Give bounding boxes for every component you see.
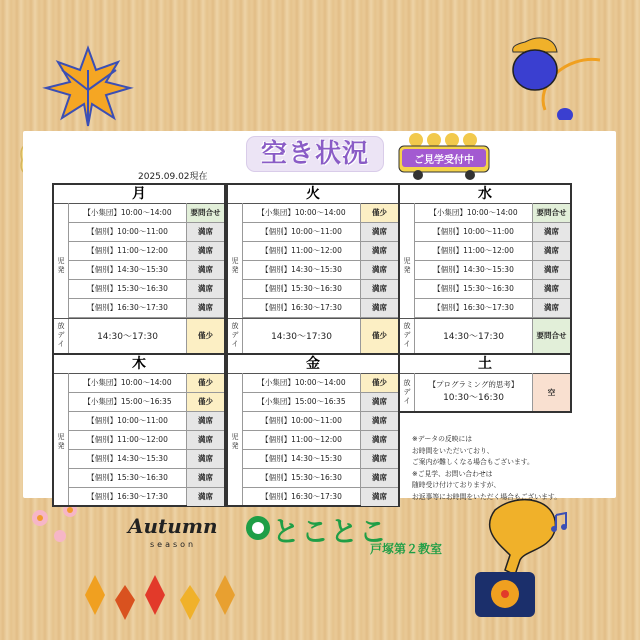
table-row: 【個別】16:30～17:30 満席 (415, 299, 570, 318)
status-badge: 満席 (533, 299, 570, 317)
day-header-fri: 金 (228, 355, 398, 374)
status-badge: 僅少 (187, 319, 224, 353)
status-badge: 満席 (533, 223, 570, 241)
status-badge: 満席 (361, 242, 398, 260)
day-block-fri (226, 353, 400, 507)
status-badge: 満席 (361, 393, 398, 411)
jihatsu-label: 児発 (231, 433, 239, 450)
table-row: 【小集団】10:00～14:00 僅少 (243, 374, 398, 393)
status-badge: 満席 (187, 299, 224, 317)
status-badge: 満席 (187, 242, 224, 260)
status-badge: 満席 (187, 431, 224, 449)
houdei-label: 放デイ (403, 322, 411, 348)
status-badge: 満席 (187, 280, 224, 298)
status-badge: 満席 (361, 223, 398, 241)
day-header-mon: 月 (54, 185, 224, 204)
day-header-thu: 木 (54, 355, 224, 374)
table-row: 【個別】10:00～11:00 満席 (69, 412, 224, 431)
status-badge: 満席 (361, 450, 398, 468)
status-badge: 満席 (361, 280, 398, 298)
status-badge: 満席 (187, 412, 224, 430)
status-badge: 満席 (187, 450, 224, 468)
day-block-thu (52, 353, 226, 507)
day-header-wed: 水 (400, 185, 570, 204)
gramophone-icon (465, 490, 575, 630)
table-row: 【個別】11:00～12:00 満席 (69, 242, 224, 261)
table-row: 【小集団】10:00～14:00 僅少 (69, 374, 224, 393)
status-badge: 僅少 (361, 204, 398, 222)
table-row: 【個別】10:00～11:00 満席 (415, 223, 570, 242)
houdei-label: 放デイ (403, 379, 411, 405)
status-badge: 満席 (361, 299, 398, 317)
status-badge: 満席 (361, 412, 398, 430)
table-row: 【個別】15:30～16:30 満席 (243, 280, 398, 299)
table-row: 【個別】14:30～15:30 満席 (69, 450, 224, 469)
table-row: 【個別】16:30～17:30 満席 (69, 299, 224, 318)
table-row: 【小集団】10:00～14:00 要問合せ (415, 204, 570, 223)
status-badge: 要問合せ (533, 204, 570, 222)
status-badge: 僅少 (361, 319, 398, 353)
table-row: 【小集団】10:00～14:00 要問合せ (69, 204, 224, 223)
status-badge: 満席 (187, 261, 224, 279)
acorn-icon (495, 30, 605, 120)
table-row: 【個別】15:30～16:30 満席 (69, 280, 224, 299)
table-row: 【個別】14:30～15:30 満席 (243, 450, 398, 469)
music-note-icon (548, 512, 570, 534)
status-badge: 空 (533, 374, 570, 411)
status-badge: 満席 (361, 261, 398, 279)
day-block-wed (398, 183, 572, 355)
status-badge: 僅少 (187, 393, 224, 411)
status-badge: 満席 (187, 488, 224, 506)
table-row: 【個別】14:30～15:30 満席 (69, 261, 224, 280)
table-row: 【個別】11:00～12:00 満席 (415, 242, 570, 261)
maple-leaf-icon (80, 565, 260, 625)
table-row: 【個別】11:00～12:00 満席 (243, 431, 398, 450)
table-row: 【小集団】15:00～16:35 満席 (243, 393, 398, 412)
jihatsu-label: 児発 (57, 433, 65, 450)
saturday-time: 10:30～16:30 (443, 393, 504, 403)
autumn-title: Autumn (128, 514, 218, 538)
status-badge: 満席 (361, 488, 398, 506)
houdei-label: 放デイ (57, 322, 65, 348)
status-badge: 満席 (533, 261, 570, 279)
table-row: 【個別】16:30～17:30 満席 (69, 488, 224, 507)
table-row: 【個別】15:30～16:30 満席 (415, 280, 570, 299)
table-row: 【個別】10:00～11:00 満席 (243, 223, 398, 242)
jihatsu-label: 児発 (231, 257, 239, 274)
page-title: 空き状況 (260, 139, 369, 169)
tour-badge: ご見学受付中 (414, 155, 474, 166)
brand-logo: とことこ (272, 515, 389, 548)
table-row: 【個別】14:30～15:30 満席 (243, 261, 398, 280)
table-row: 【個別】15:30～16:30 満席 (243, 469, 398, 488)
table-row: 【個別】11:00～12:00 満席 (243, 242, 398, 261)
status-badge: 満席 (361, 469, 398, 487)
status-badge: 要問合せ (187, 204, 224, 222)
table-row: 【個別】10:00～11:00 満席 (69, 223, 224, 242)
status-badge: 要問合せ (533, 319, 570, 353)
status-badge: 満席 (187, 223, 224, 241)
day-header-sat: 土 (400, 355, 570, 374)
logo-icon (244, 514, 272, 542)
status-badge: 僅少 (187, 374, 224, 392)
maple-leaf-icon (38, 40, 138, 130)
table-row: 【個別】16:30～17:30 満席 (243, 488, 398, 507)
table-row: 【小集団】15:00～16:35 僅少 (69, 393, 224, 412)
status-badge: 満席 (361, 431, 398, 449)
status-badge: 満席 (533, 242, 570, 260)
status-badge: 僅少 (361, 374, 398, 392)
status-badge: 満席 (187, 469, 224, 487)
table-row: 【個別】14:30～15:30 満席 (415, 261, 570, 280)
houdei-slot: 14:30～17:30 (97, 332, 158, 342)
notes: ※データの反映には お時間をいただいており、 ご案内が難しくなる場合もございます。 ※ご見学、お問い合わせは 随時受け付けておりますが、 お返事等にお時間をいただく場合もございます。 (412, 435, 561, 501)
table-row: 【個別】11:00～12:00 満席 (69, 431, 224, 450)
day-block-tue (226, 183, 400, 355)
status-badge: 満席 (533, 280, 570, 298)
jihatsu-label: 児発 (403, 257, 411, 274)
table-row: 【個別】16:30～17:30 満席 (243, 299, 398, 318)
day-header-tue: 火 (228, 185, 398, 204)
table-row: 【個別】15:30～16:30 満席 (69, 469, 224, 488)
autumn-subtitle: season (150, 540, 197, 549)
houdei-slot: 14:30～17:30 (443, 332, 504, 342)
day-block-mon (52, 183, 226, 355)
houdei-label: 放デイ (231, 322, 239, 348)
table-row: 【個別】10:00～11:00 満席 (243, 412, 398, 431)
branch-name: 戸塚第２教室 (370, 542, 443, 556)
jihatsu-label: 児発 (57, 257, 65, 274)
day-block-sat (398, 353, 572, 413)
houdei-slot: 14:30～17:30 (271, 332, 332, 342)
as-of-date: 2025.09.02現在 (138, 172, 208, 182)
saturday-program: 【プログラミング的思考】 (428, 380, 519, 389)
table-row: 【小集団】10:00～14:00 僅少 (243, 204, 398, 223)
